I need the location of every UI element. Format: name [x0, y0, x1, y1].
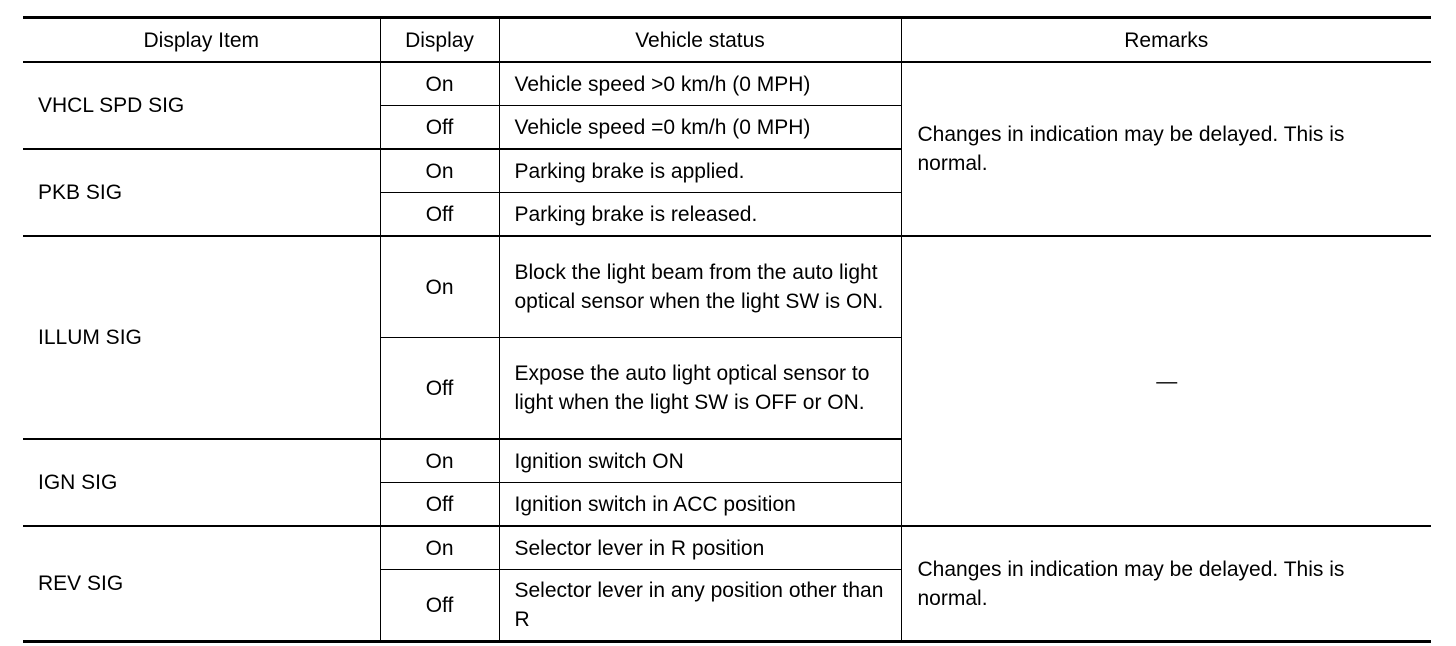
display-value: On [380, 439, 499, 483]
vehicle-status: Ignition switch in ACC position [499, 483, 901, 527]
display-value: Off [380, 338, 499, 440]
remarks-speed-parking: Changes in indication may be delayed. This is normal. [901, 62, 1431, 236]
table-row [23, 62, 1431, 106]
vehicle-status: Block the light beam from the auto light optical sensor when the light SW is ON. [499, 236, 901, 338]
display-value: Off [380, 570, 499, 642]
display-value: Off [380, 483, 499, 527]
remarks-dash: — [901, 236, 1431, 526]
display-value: On [380, 526, 499, 570]
display-value: Off [380, 193, 499, 237]
vehicle-status: Ignition switch ON [499, 439, 901, 483]
item-rev-sig: REV SIG [23, 526, 380, 642]
display-value: On [380, 236, 499, 338]
vehicle-status: Parking brake is released. [499, 193, 901, 237]
header-vehicle-status: Vehicle status [499, 18, 901, 63]
header-display-item: Display Item [23, 18, 380, 63]
header-row [23, 18, 1431, 63]
item-illum-sig: ILLUM SIG [23, 236, 380, 439]
vehicle-status: Selector lever in any position other than R [499, 570, 901, 642]
vehicle-status: Parking brake is applied. [499, 149, 901, 193]
table-row [23, 526, 1431, 570]
vehicle-status: Vehicle speed =0 km/h (0 MPH) [499, 106, 901, 150]
item-vhcl-spd-sig: VHCL SPD SIG [23, 62, 380, 149]
vehicle-status: Selector lever in R position [499, 526, 901, 570]
table-row [23, 236, 1431, 338]
item-pkb-sig: PKB SIG [23, 149, 380, 236]
remarks-rev: Changes in indication may be delayed. This is normal. [901, 526, 1431, 642]
vehicle-status: Vehicle speed >0 km/h (0 MPH) [499, 62, 901, 106]
vehicle-status: Expose the auto light optical sensor to light when the light SW is OFF or ON. [499, 338, 901, 440]
display-value: On [380, 149, 499, 193]
signal-display-table [23, 16, 1431, 643]
header-remarks: Remarks [901, 18, 1431, 63]
header-display: Display [380, 18, 499, 63]
item-ign-sig: IGN SIG [23, 439, 380, 526]
display-value: On [380, 62, 499, 106]
display-value: Off [380, 106, 499, 150]
